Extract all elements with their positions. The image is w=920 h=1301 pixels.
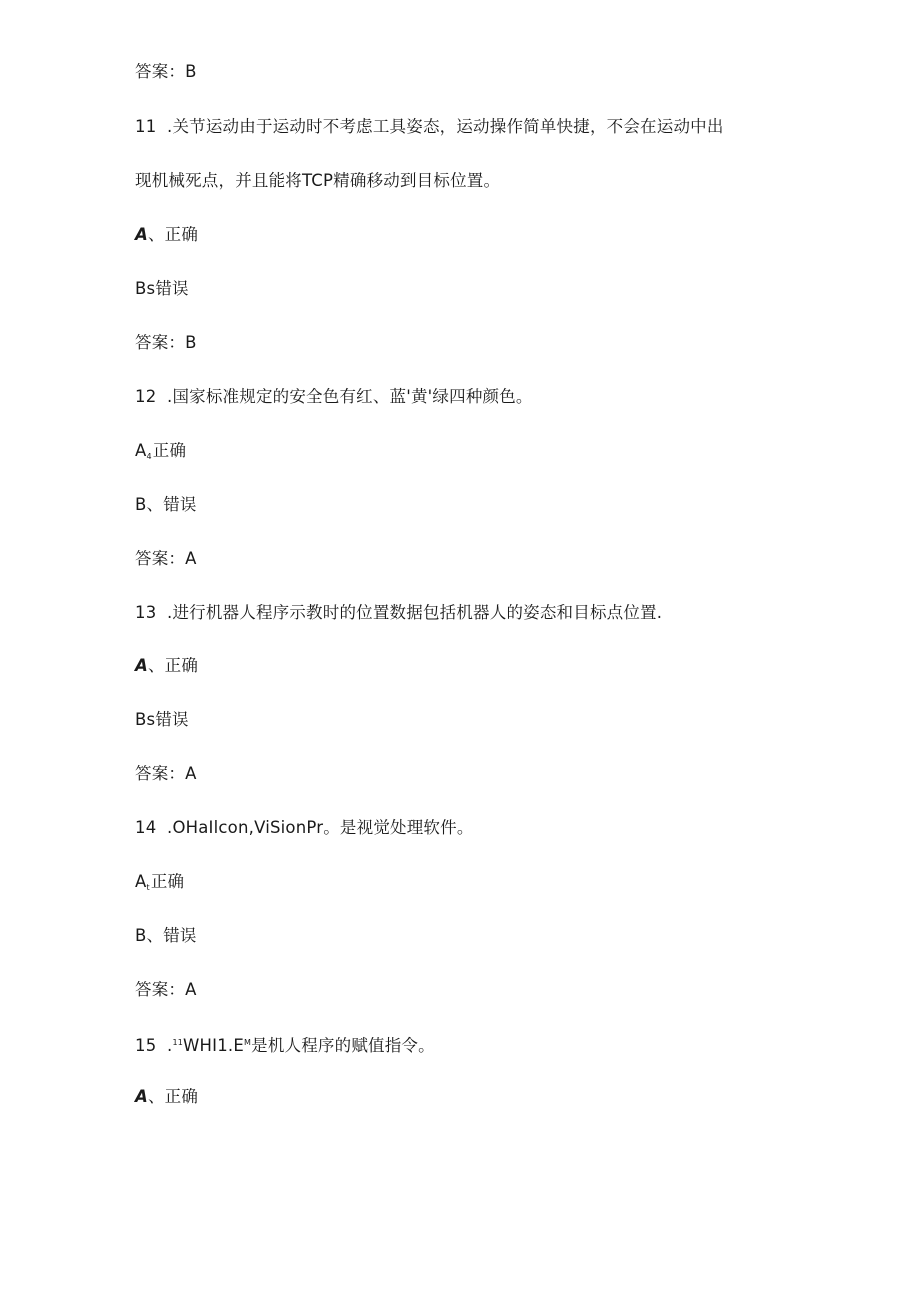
answer-line: 答案：A bbox=[135, 549, 197, 568]
option-letter: A bbox=[135, 656, 148, 675]
option-b: B、错误 bbox=[135, 495, 197, 514]
question-text-keyword: WHI1.E bbox=[183, 1036, 245, 1055]
option-text: 、正确 bbox=[147, 225, 199, 244]
question-text: .国家标准规定的安全色有红、蓝'黄'绿四种颜色。 bbox=[167, 387, 533, 406]
question-number: 13 bbox=[135, 603, 157, 622]
question-number: 12 bbox=[135, 387, 157, 406]
question-text: .OHaIlcon,ViSionPr。是视觉处理软件。 bbox=[167, 818, 474, 837]
option-a bbox=[135, 440, 186, 468]
question-15 bbox=[135, 1032, 435, 1057]
question-text: 是机人程序的赋值指令。 bbox=[251, 1036, 435, 1055]
answer-line: 答案：B bbox=[135, 333, 197, 352]
question-text: .关节运动由于运动时不考虑工具姿态，运动操作简单快捷，不会在运动中出 bbox=[167, 117, 724, 136]
option-a bbox=[135, 655, 198, 677]
option-b: Bs错误 bbox=[135, 710, 189, 729]
option-a bbox=[135, 224, 198, 246]
question-12 bbox=[135, 386, 533, 408]
question-11-continued: 现机械死点，并且能将TCP精确移动到目标位置。 bbox=[135, 171, 501, 190]
option-text: 正确 bbox=[150, 872, 185, 891]
question-text: .进行机器人程序示教时的位置数据包括机器人的姿态和目标点位置. bbox=[167, 603, 663, 622]
question-number: 11 bbox=[135, 117, 157, 136]
option-text: 正确 bbox=[152, 441, 187, 460]
question-14 bbox=[135, 817, 474, 839]
option-letter: A bbox=[135, 872, 147, 891]
option-b: Bs错误 bbox=[135, 279, 189, 298]
superscript-mark: 11 bbox=[172, 1038, 184, 1047]
question-number: 14 bbox=[135, 818, 157, 837]
option-b: B、错误 bbox=[135, 926, 197, 945]
option-letter: A bbox=[135, 441, 147, 460]
option-subscript: 4 bbox=[146, 452, 152, 461]
option-letter: A bbox=[135, 1087, 148, 1106]
superscript-mark: M bbox=[244, 1038, 252, 1047]
question-11 bbox=[135, 116, 724, 138]
question-number: 15 bbox=[135, 1036, 157, 1055]
option-letter: A bbox=[135, 225, 148, 244]
option-text: 、正确 bbox=[147, 656, 199, 675]
option-text: 、正确 bbox=[147, 1087, 199, 1106]
option-a bbox=[135, 871, 184, 899]
option-subscript: t bbox=[146, 883, 150, 892]
option-a bbox=[135, 1086, 198, 1108]
question-text-prefix: . bbox=[167, 1036, 173, 1055]
answer-line: 答案：A bbox=[135, 980, 197, 999]
answer-line: 答案：A bbox=[135, 764, 197, 783]
question-13 bbox=[135, 602, 662, 624]
answer-line: 答案：B bbox=[135, 62, 197, 81]
